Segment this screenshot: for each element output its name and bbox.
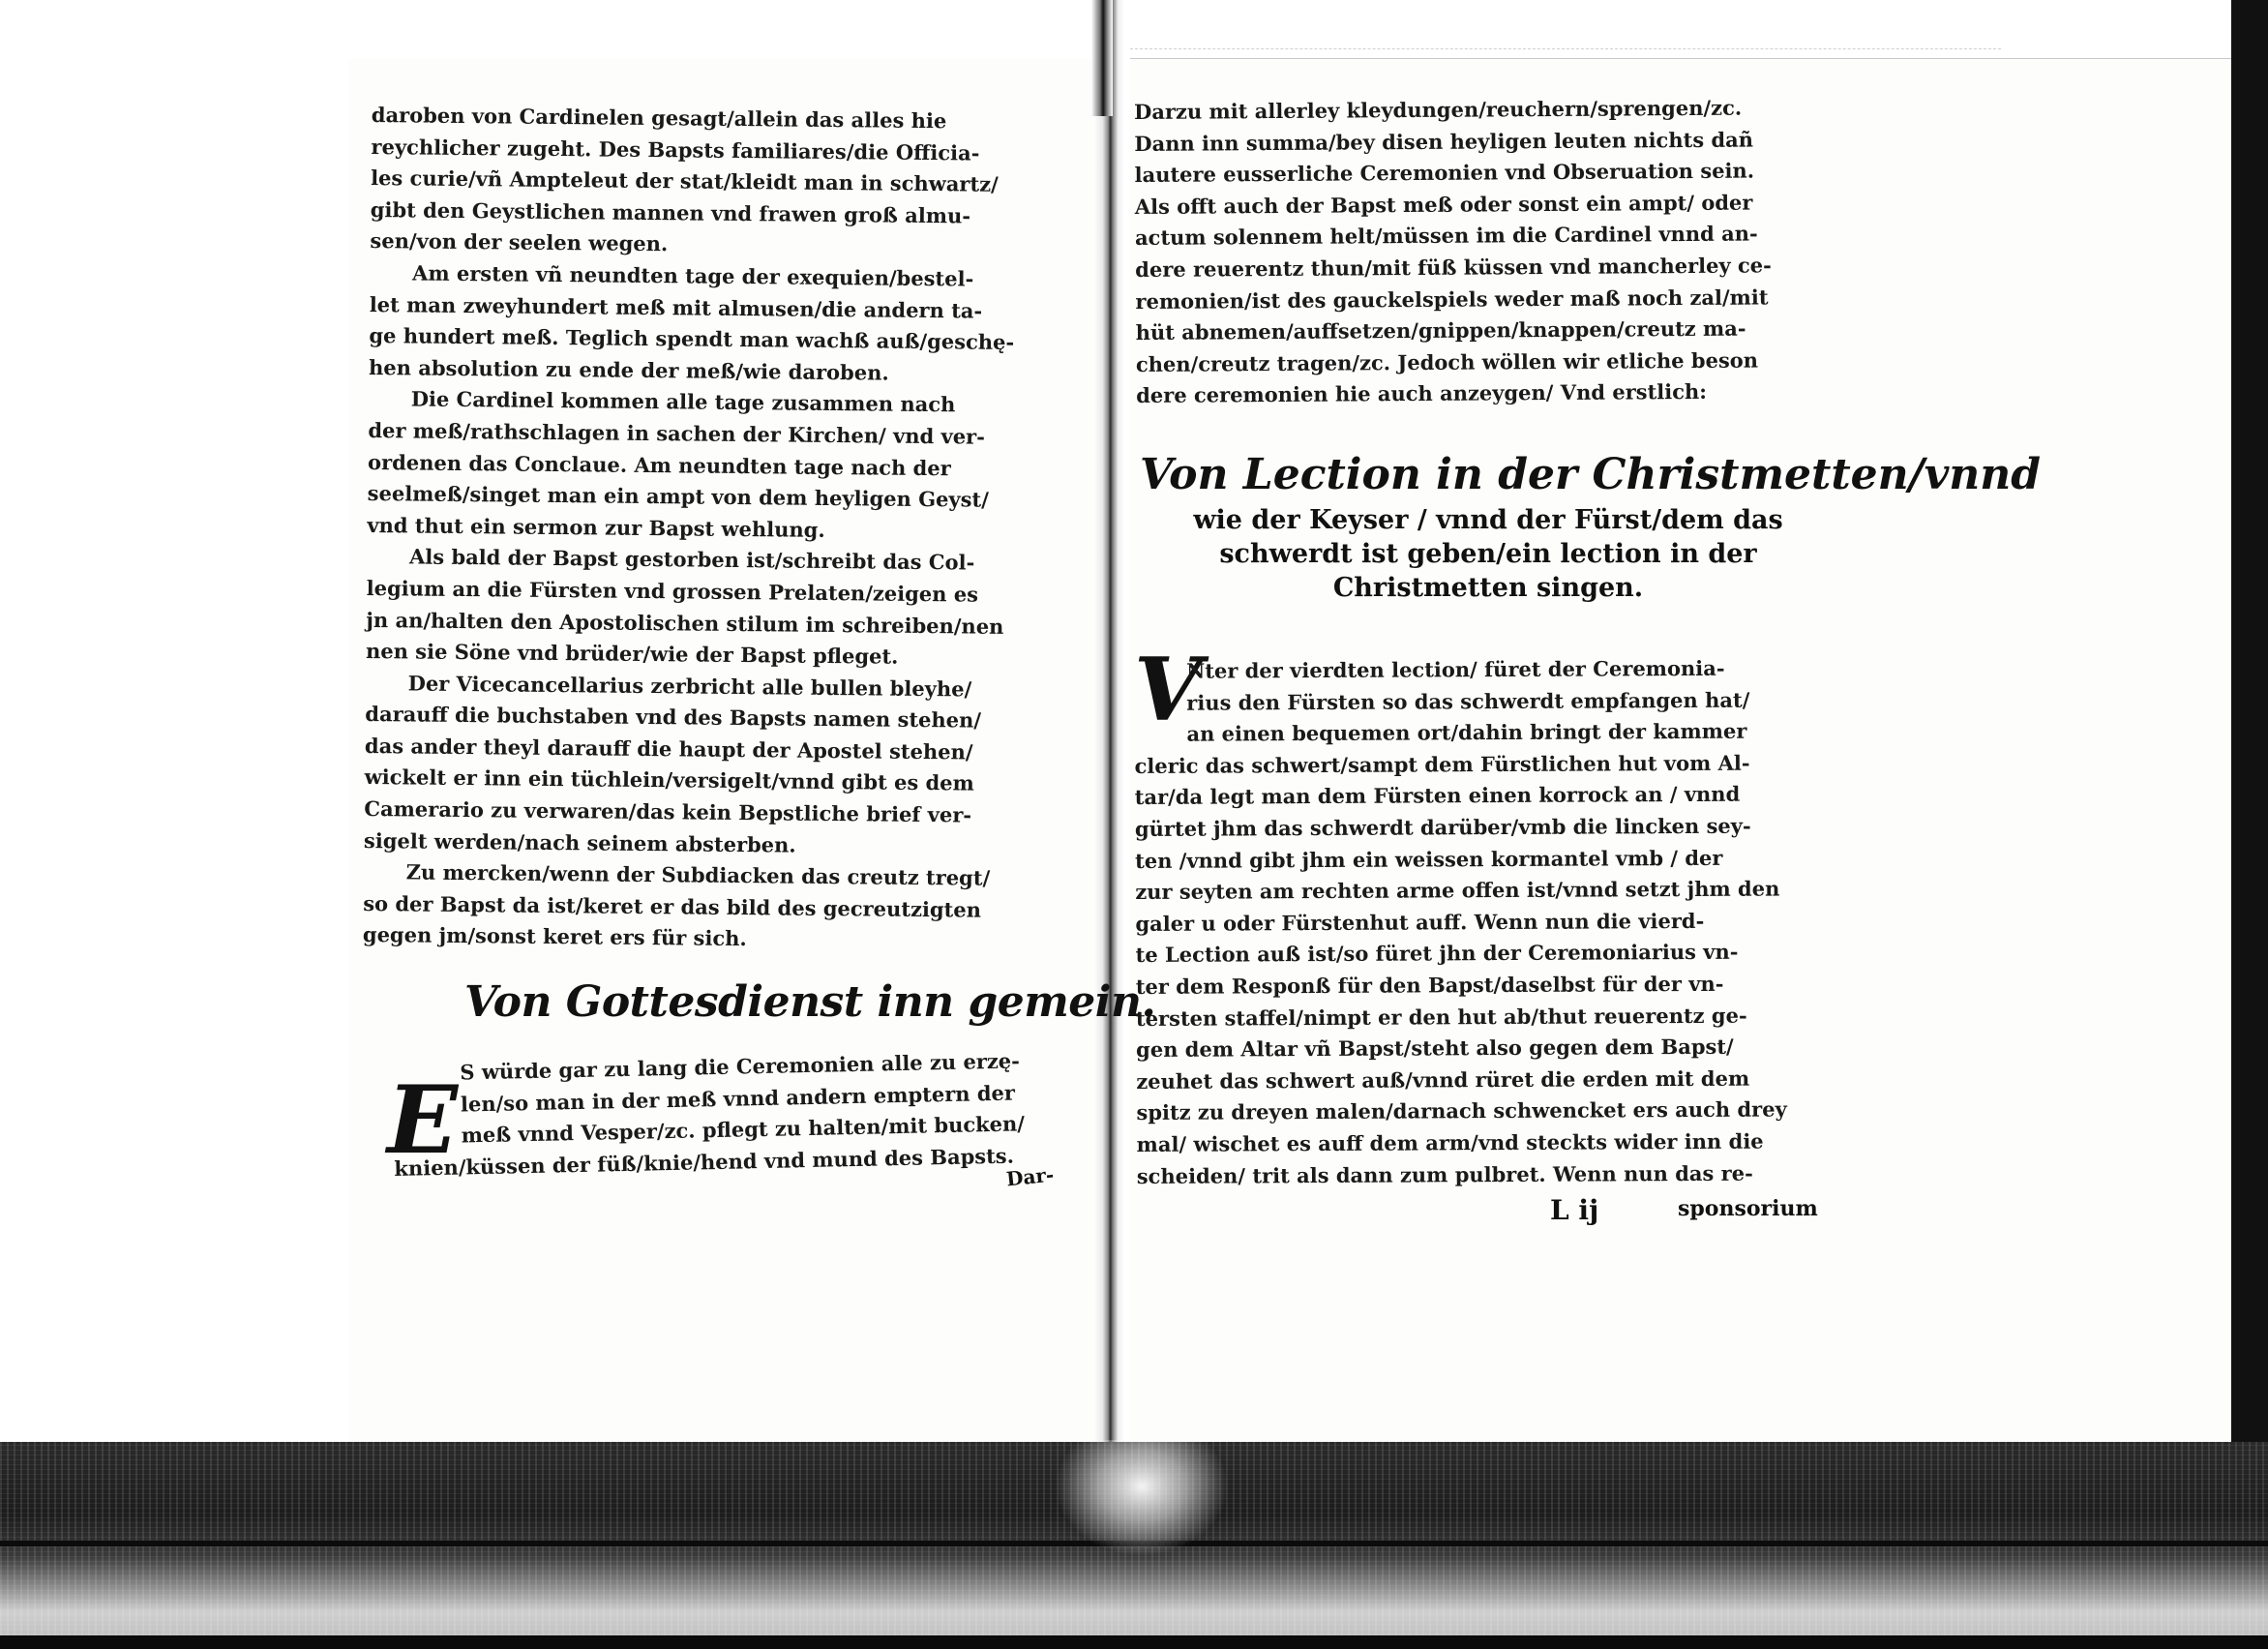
text-line: galer u oder Fürstenhut auff. Wenn nun die vierd- bbox=[1135, 908, 1705, 936]
text-line: Die Cardinel kommen alle tage zusammen nach bbox=[410, 386, 956, 417]
text-line: nen sie Söne vnd brüder/wie der Bapst pfleget. bbox=[365, 639, 899, 669]
text-line: Darzu mit allerley kleydungen/reuchern/sprengen/zc. bbox=[1134, 95, 1743, 124]
scanner-edge-bottom bbox=[0, 1635, 2268, 1649]
text-line: wickelt er inn ein tüchlein/versigelt/vnnd gibt es dem bbox=[364, 765, 974, 796]
text-line: S würde gar zu lang die Ceremonien alle zu erzę- bbox=[460, 1048, 1021, 1085]
scanner-edge-right bbox=[2231, 0, 2268, 1452]
light-glare bbox=[1055, 1440, 1229, 1556]
right-body-text-2 bbox=[1134, 652, 1834, 1192]
text-line: te Lection auß ist/so füret jhn der Ceremoniarius vn- bbox=[1135, 940, 1739, 968]
text-line: dere reuerentz thun/mit füß küssen vnd mancherley ce- bbox=[1135, 253, 1772, 282]
heading-line: schwerdt ist geben/ein lection in der bbox=[1219, 539, 1757, 569]
text-line: gegen jm/sonst keret ers für sich. bbox=[362, 922, 747, 951]
text-line: ten /vnnd gibt jhm ein weissen kormantel vmb / der bbox=[1135, 845, 1723, 873]
text-line: der meß/rathschlagen in sachen der Kirchen/ vnd ver- bbox=[368, 417, 986, 449]
right-body-text bbox=[1134, 92, 1833, 412]
text-line: Zu mercken/wenn der Subdiacken das creutz tregt/ bbox=[405, 859, 991, 890]
text-line: Der Vicecancellarius zerbricht alle bullen bleyhe/ bbox=[407, 671, 972, 702]
text-line: an einen bequemen ort/dahin bringt der kammer bbox=[1186, 718, 1747, 746]
text-line: remonien/ist des gauckelspiels weder maß noch zal/mit bbox=[1135, 284, 1769, 314]
catchword: Dar- bbox=[1004, 1162, 1056, 1191]
text-line: hen absolution zu ende der meß/wie daroben. bbox=[368, 354, 889, 385]
text-line: Nter der vierdten lection/ füret der Ceremonia- bbox=[1186, 655, 1725, 683]
section-heading: Von Gottesdienst inn gemein. bbox=[464, 977, 1156, 1027]
text-line: zeuhet das schwert auß/vnnd rüret die erden mit dem bbox=[1136, 1065, 1750, 1094]
text-line: Am ersten vñ neundten tage der exequien/bestel- bbox=[411, 260, 974, 291]
text-line: darauff die buchstaben vnd des Bapsts namen stehen/ bbox=[365, 702, 982, 733]
drop-capital: E bbox=[387, 1065, 459, 1175]
drop-capital: V bbox=[1134, 639, 1202, 741]
text-line: knien/küssen der füß/knie/hend vnd mund des Bapsts. bbox=[394, 1143, 1015, 1181]
text-line: Camerario zu verwaren/das kein Bepstliche brief ver- bbox=[364, 796, 972, 827]
text-line: seelmeß/singet man ein ampt von dem heyligen Geyst/ bbox=[367, 481, 990, 512]
book-gutter bbox=[1093, 0, 1124, 1452]
text-line: sen/von der seelen wegen. bbox=[370, 228, 669, 256]
text-line: les curie/vñ Ampteleut der stat/kleidt man in schwartz/ bbox=[371, 165, 999, 196]
text-line: Dann inn summa/bey disen heyligen leuten nichts dañ bbox=[1134, 127, 1754, 156]
catchword: sponsorium bbox=[1678, 1196, 1818, 1221]
section-heading bbox=[1140, 447, 2042, 605]
text-line: so der Bapst da ist/keret er das bild des gecreutzigten bbox=[363, 890, 982, 922]
text-line: scheiden/ trit als dann zum pulbret. Wenn nun das re- bbox=[1136, 1160, 1753, 1188]
text-line: lautere eusserliche Ceremonien vnd Obseruation sein. bbox=[1134, 158, 1755, 188]
heading-line: wie der Keyser / vnnd der Fürst/dem das bbox=[1193, 505, 1783, 535]
text-line: rius den Fürsten so das schwerdt empfangen hat/ bbox=[1186, 687, 1750, 715]
text-line: das ander theyl darauff die haupt der Apostel stehen/ bbox=[364, 733, 973, 765]
heading-line: Von Lection in der Christmetten/vnnd bbox=[1140, 450, 2042, 499]
text-line: gürtet jhm das schwerdt darüber/vmb die lincken sey- bbox=[1134, 813, 1751, 841]
text-line: zur seyten am rechten arme offen ist/vnnd setzt jhm den bbox=[1135, 876, 1780, 905]
text-line: Als offt auch der Bapst meß oder sonst ein ampt/ oder bbox=[1134, 190, 1753, 219]
text-line: Als bald der Bapst gestorben ist/schreibt das Col- bbox=[408, 544, 975, 575]
text-line: let man zweyhundert meß mit almusen/die andern ta- bbox=[369, 291, 983, 323]
signature-mark: L ij bbox=[1550, 1194, 1599, 1226]
text-line: spitz zu dreyen malen/darnach schwencket ers auch drey bbox=[1136, 1096, 1787, 1125]
text-line: meß vnnd Vesper/zc. pflegt zu halten/mit bucken/ bbox=[461, 1111, 1026, 1148]
left-body-text bbox=[363, 100, 1078, 959]
text-line: tar/da legt man dem Fürsten einen korrock an / vnnd bbox=[1134, 782, 1741, 810]
heading-line: Christmetten singen. bbox=[1332, 573, 1644, 603]
text-line: ter dem Responß für den Bapst/daselbst für der vn- bbox=[1135, 971, 1724, 999]
text-line: dere ceremonien hie auch anzeygen/ Vnd erstlich: bbox=[1136, 379, 1708, 408]
text-line: tersten staffel/nimpt er den hut ab/thut reuerentz ge- bbox=[1135, 1003, 1747, 1031]
text-line: sigelt werden/nach seinem absterben. bbox=[363, 827, 796, 857]
text-line: actum solennem helt/müssen im die Cardinel vnnd an- bbox=[1134, 221, 1758, 251]
text-line: gibt den Geystlichen mannen vnd frawen groß almu- bbox=[370, 196, 971, 228]
text-line: hüt abnemen/auffsetzen/gnippen/knappen/creutz ma- bbox=[1135, 315, 1746, 345]
text-line: daroben von Cardinelen gesagt/allein das alles hie bbox=[371, 102, 947, 134]
text-line: chen/creutz tragen/zc. Jedoch wöllen wir etliche beson bbox=[1135, 347, 1759, 376]
text-line: legium an die Fürsten vnd grossen Prelaten/zeigen es bbox=[366, 575, 979, 607]
text-line: cleric das schwert/sampt dem Fürstlichen hut vom Al- bbox=[1134, 750, 1750, 778]
text-line: jn an/halten den Apostolischen stilum im schreiben/nen bbox=[366, 607, 1004, 639]
text-line: gen dem Altar vñ Bapst/steht also gegen dem Bapst/ bbox=[1136, 1034, 1734, 1063]
text-line: mal/ wischet es auff dem arm/vnd steckts wider inn die bbox=[1136, 1128, 1764, 1156]
left-body-text-2 bbox=[392, 1044, 1082, 1184]
text-line: len/so man in der meß vnnd andern emptern der bbox=[460, 1080, 1016, 1117]
text-line: vnd thut ein sermon zur Bapst wehlung. bbox=[367, 512, 825, 542]
page-edge-line bbox=[1130, 48, 2001, 50]
text-line: ordenen das Conclaue. Am neundten tage nach der bbox=[367, 449, 951, 480]
text-line: ge hundert meß. Teglich spendt man wachß auß/geschę- bbox=[369, 323, 1015, 355]
book-gutter-shadow bbox=[1091, 0, 1113, 116]
text-line: reychlicher zugeht. Des Bapsts familiares/die Officia- bbox=[371, 134, 980, 165]
